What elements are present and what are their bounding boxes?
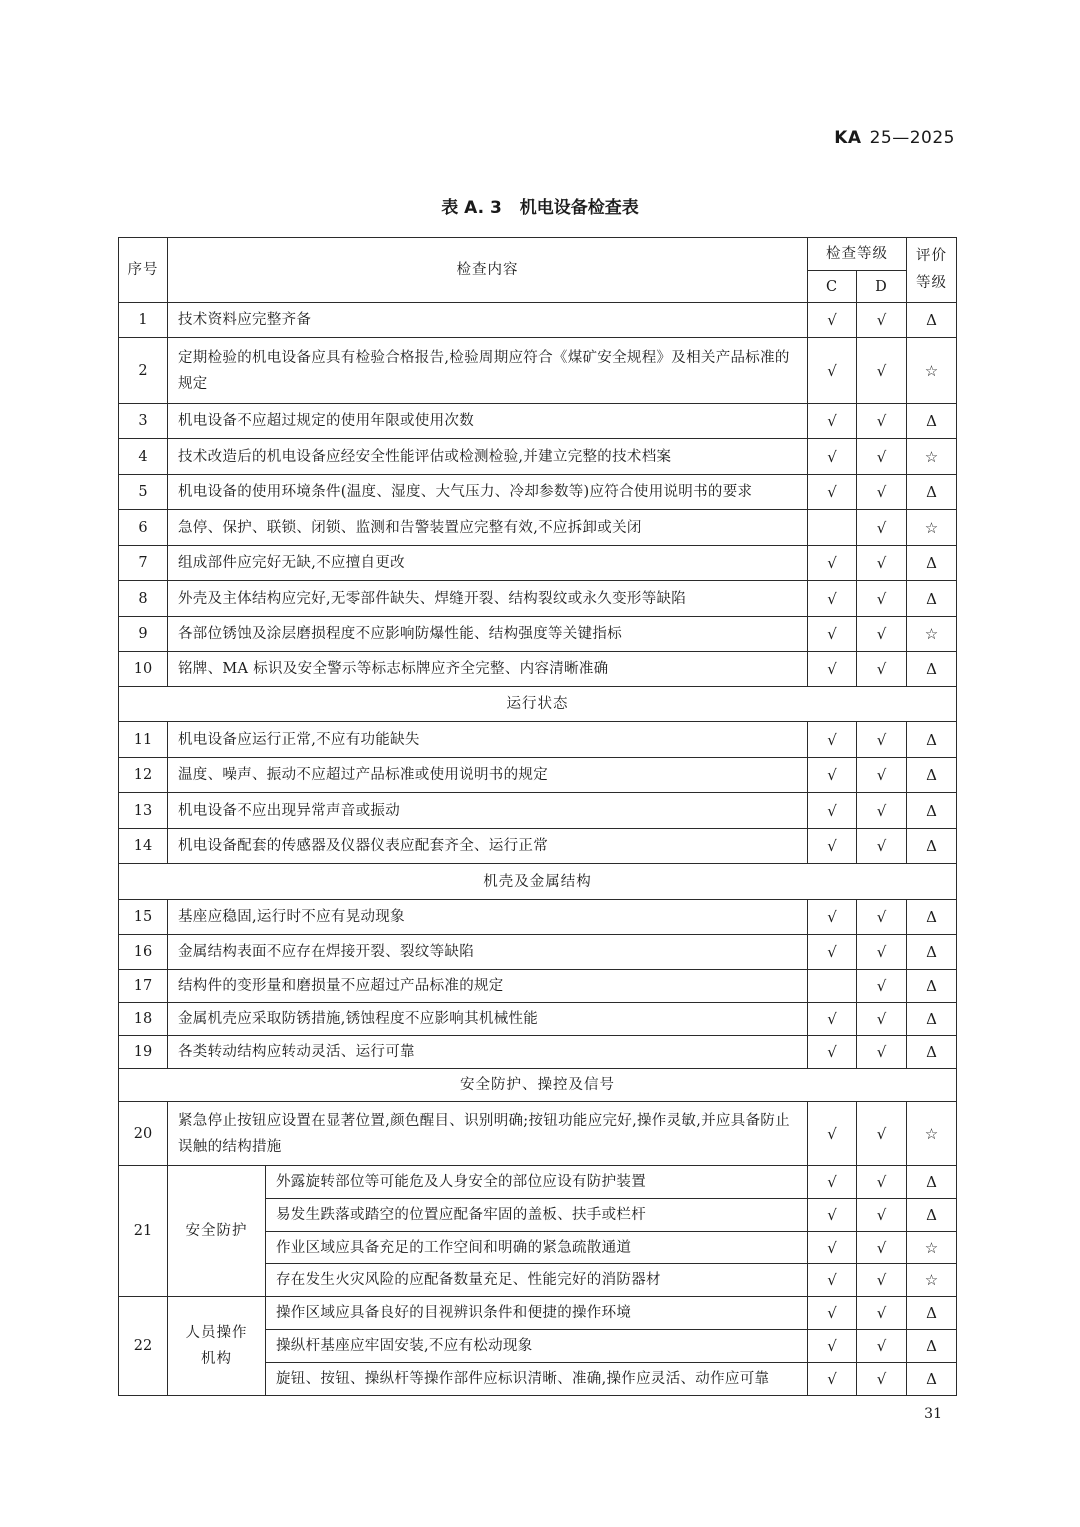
row-c-mark: [808, 970, 857, 1003]
row-eval-level: ☆: [907, 1102, 957, 1166]
row-d-mark: √: [857, 1330, 907, 1363]
row-seq: 21: [119, 1166, 168, 1297]
row-seq: 22: [119, 1297, 168, 1396]
row-c-mark: √: [808, 1003, 857, 1036]
row-seq: 3: [119, 404, 168, 439]
row-content: 易发生跌落或踏空的位置应配备牢固的盖板、扶手或栏杆: [266, 1199, 808, 1232]
row-seq: 7: [119, 546, 168, 581]
row-eval-level: Δ: [907, 546, 957, 581]
section-row: [119, 1069, 957, 1102]
section-title-safety: 安全防护、操控及信号: [119, 1069, 957, 1102]
row-d-mark: √: [857, 1036, 907, 1069]
table-row: [119, 617, 957, 652]
row-d-mark: √: [857, 935, 907, 970]
row-seq: 11: [119, 722, 168, 758]
standard-code: [834, 128, 955, 148]
row-eval-level: Δ: [907, 970, 957, 1003]
row-c-mark: √: [808, 1199, 857, 1232]
row-d-mark: √: [857, 546, 907, 581]
row-eval-level: ☆: [907, 1232, 957, 1264]
row-content: 机电设备不应超过规定的使用年限或使用次数: [168, 404, 808, 439]
row-seq: 8: [119, 581, 168, 617]
row-eval-level: Δ: [907, 1166, 957, 1199]
page-number: 31: [924, 1406, 942, 1422]
table-row: [119, 1102, 957, 1166]
row-eval-level: Δ: [907, 935, 957, 970]
row-c-mark: √: [808, 652, 857, 687]
row-d-mark: √: [857, 404, 907, 439]
table-row: [119, 338, 957, 404]
row-d-mark: √: [857, 617, 907, 652]
row-content: 外壳及主体结构应完好,无零部件缺失、焊缝开裂、结构裂纹或永久变形等缺陷: [168, 581, 808, 617]
row-d-mark: √: [857, 722, 907, 758]
row-content: 铭牌、MA 标识及安全警示等标志标牌应齐全完整、内容清晰准确: [168, 652, 808, 687]
row-seq: 4: [119, 439, 168, 475]
row-content: 结构件的变形量和磨损量不应超过产品标准的规定: [168, 970, 808, 1003]
row-d-mark: √: [857, 475, 907, 510]
section-title-shell: 机壳及金属结构: [119, 864, 957, 900]
row-c-mark: √: [808, 1036, 857, 1069]
section-row: [119, 687, 957, 722]
row-c-mark: √: [808, 303, 857, 338]
table-row: [119, 404, 957, 439]
row-content: 存在发生火灾风险的应配备数量充足、性能完好的消防器材: [266, 1264, 808, 1297]
row-d-mark: √: [857, 758, 907, 793]
row-group-label: 安全防护: [168, 1166, 266, 1297]
row-seq: 12: [119, 758, 168, 793]
table-row: [119, 652, 957, 687]
row-d-mark: √: [857, 1102, 907, 1166]
header-d: D: [857, 271, 907, 303]
row-c-mark: √: [808, 758, 857, 793]
row-c-mark: √: [808, 722, 857, 758]
row-c-mark: √: [808, 1330, 857, 1363]
row-eval-level: Δ: [907, 581, 957, 617]
inspection-table: [118, 237, 957, 1396]
header-c: C: [808, 271, 857, 303]
table-row: [119, 475, 957, 510]
row-seq: 5: [119, 475, 168, 510]
section-row: [119, 864, 957, 900]
row-c-mark: √: [808, 829, 857, 864]
row-content: 机电设备不应出现异常声音或振动: [168, 793, 808, 829]
row-c-mark: √: [808, 935, 857, 970]
row-d-mark: √: [857, 581, 907, 617]
row-content: 金属机壳应采取防锈措施,锈蚀程度不应影响其机械性能: [168, 1003, 808, 1036]
row-eval-level: Δ: [907, 900, 957, 935]
row-eval-level: Δ: [907, 475, 957, 510]
table-row: [119, 546, 957, 581]
row-d-mark: √: [857, 829, 907, 864]
row-content: 温度、噪声、振动不应超过产品标准或使用说明书的规定: [168, 758, 808, 793]
row-c-mark: √: [808, 1264, 857, 1297]
row-c-mark: [808, 510, 857, 546]
row-seq: 2: [119, 338, 168, 404]
row-eval-level: Δ: [907, 652, 957, 687]
row-content: 操纵杆基座应牢固安装,不应有松动现象: [266, 1330, 808, 1363]
row-d-mark: √: [857, 510, 907, 546]
row-content: 定期检验的机电设备应具有检验合格报告,检验周期应符合《煤矿安全规程》及相关产品标准的规定: [168, 338, 808, 404]
row-c-mark: √: [808, 1232, 857, 1264]
row-eval-level: ☆: [907, 1264, 957, 1297]
table-row: [119, 303, 957, 338]
table-row: [119, 758, 957, 793]
row-eval-level: ☆: [907, 510, 957, 546]
row-c-mark: √: [808, 439, 857, 475]
standard-org: KA: [834, 128, 862, 148]
table-row: [119, 439, 957, 475]
row-c-mark: √: [808, 1102, 857, 1166]
row-seq: 13: [119, 793, 168, 829]
row-c-mark: √: [808, 546, 857, 581]
header-content: 检查内容: [168, 238, 808, 303]
row-eval-level: Δ: [907, 829, 957, 864]
row-eval-level: Δ: [907, 1199, 957, 1232]
row-content: 组成部件应完好无缺,不应擅自更改: [168, 546, 808, 581]
row-content: 外露旋转部位等可能危及人身安全的部位应设有防护装置: [266, 1166, 808, 1199]
table-row: [119, 722, 957, 758]
row-eval-level: Δ: [907, 1297, 957, 1330]
row-seq: 18: [119, 1003, 168, 1036]
row-content: 技术改造后的机电设备应经安全性能评估或检测检验,并建立完整的技术档案: [168, 439, 808, 475]
row-seq: 10: [119, 652, 168, 687]
row-eval-level: ☆: [907, 338, 957, 404]
table-row: [119, 793, 957, 829]
row-c-mark: √: [808, 338, 857, 404]
row-d-mark: √: [857, 1264, 907, 1297]
row-d-mark: √: [857, 970, 907, 1003]
row-d-mark: √: [857, 1297, 907, 1330]
row-d-mark: √: [857, 1199, 907, 1232]
row-content: 机电设备配套的传感器及仪器仪表应配套齐全、运行正常: [168, 829, 808, 864]
row-c-mark: √: [808, 475, 857, 510]
row-c-mark: √: [808, 1297, 857, 1330]
row-d-mark: √: [857, 1363, 907, 1396]
row-content: 操作区域应具备良好的目视辨识条件和便捷的操作环境: [266, 1297, 808, 1330]
row-d-mark: √: [857, 652, 907, 687]
row-content: 各部位锈蚀及涂层磨损程度不应影响防爆性能、结构强度等关键指标: [168, 617, 808, 652]
row-eval-level: Δ: [907, 1003, 957, 1036]
row-content: 各类转动结构应转动灵活、运行可靠: [168, 1036, 808, 1069]
row-content: 作业区域应具备充足的工作空间和明确的紧急疏散通道: [266, 1232, 808, 1264]
table-row: [119, 935, 957, 970]
row-seq: 9: [119, 617, 168, 652]
row-d-mark: √: [857, 338, 907, 404]
row-seq: 16: [119, 935, 168, 970]
table-row: [119, 1297, 957, 1330]
row-d-mark: √: [857, 439, 907, 475]
row-c-mark: √: [808, 900, 857, 935]
row-eval-level: Δ: [907, 1036, 957, 1069]
row-d-mark: √: [857, 303, 907, 338]
row-seq: 1: [119, 303, 168, 338]
table-title: [0, 193, 1080, 218]
row-content: 基座应稳固,运行时不应有晃动现象: [168, 900, 808, 935]
row-seq: 14: [119, 829, 168, 864]
row-content: 急停、保护、联锁、闭锁、监测和告警装置应完整有效,不应拆卸或关闭: [168, 510, 808, 546]
table-row: [119, 1166, 957, 1199]
row-c-mark: √: [808, 581, 857, 617]
table-row: [119, 829, 957, 864]
row-eval-level: ☆: [907, 617, 957, 652]
row-c-mark: √: [808, 793, 857, 829]
row-seq: 15: [119, 900, 168, 935]
row-eval-level: Δ: [907, 722, 957, 758]
row-d-mark: √: [857, 1232, 907, 1264]
section-title-run: 运行状态: [119, 687, 957, 722]
header-check-level: 检查等级: [808, 238, 907, 271]
row-content: 旋钮、按钮、操纵杆等操作部件应标识清晰、准确,操作应灵活、动作应可靠: [266, 1363, 808, 1396]
standard-number: 25—2025: [869, 128, 955, 148]
row-d-mark: √: [857, 900, 907, 935]
row-content: 机电设备应运行正常,不应有功能缺失: [168, 722, 808, 758]
table-number: 表 A. 3: [441, 198, 502, 218]
row-d-mark: √: [857, 793, 907, 829]
row-seq: 19: [119, 1036, 168, 1069]
row-content: 紧急停止按钮应设置在显著位置,颜色醒目、识别明确;按钮功能应完好,操作灵敏,并应具备防止误触的结构措施: [168, 1102, 808, 1166]
header-eval-level: 评价等级: [907, 238, 957, 303]
row-c-mark: √: [808, 1363, 857, 1396]
row-group-label: 人员操作机构: [168, 1297, 266, 1396]
row-content: 机电设备的使用环境条件(温度、湿度、大气压力、冷却参数等)应符合使用说明书的要求: [168, 475, 808, 510]
row-content: 金属结构表面不应存在焊接开裂、裂纹等缺陷: [168, 935, 808, 970]
table-row: [119, 1036, 957, 1069]
row-eval-level: Δ: [907, 793, 957, 829]
table-row: [119, 900, 957, 935]
table-row: [119, 581, 957, 617]
row-seq: 20: [119, 1102, 168, 1166]
row-eval-level: Δ: [907, 1330, 957, 1363]
row-eval-level: Δ: [907, 404, 957, 439]
row-c-mark: √: [808, 404, 857, 439]
row-eval-level: Δ: [907, 758, 957, 793]
header-seq: 序号: [119, 238, 168, 303]
table-body: [119, 303, 957, 1396]
row-d-mark: √: [857, 1003, 907, 1036]
row-eval-level: Δ: [907, 1363, 957, 1396]
row-eval-level: Δ: [907, 303, 957, 338]
row-c-mark: √: [808, 1166, 857, 1199]
row-eval-level: ☆: [907, 439, 957, 475]
row-seq: 17: [119, 970, 168, 1003]
row-c-mark: √: [808, 617, 857, 652]
row-seq: 6: [119, 510, 168, 546]
table-row: [119, 1003, 957, 1036]
table-row: [119, 510, 957, 546]
row-content: 技术资料应完整齐备: [168, 303, 808, 338]
row-d-mark: √: [857, 1166, 907, 1199]
table-name: 机电设备检查表: [519, 198, 639, 218]
table-row: [119, 970, 957, 1003]
